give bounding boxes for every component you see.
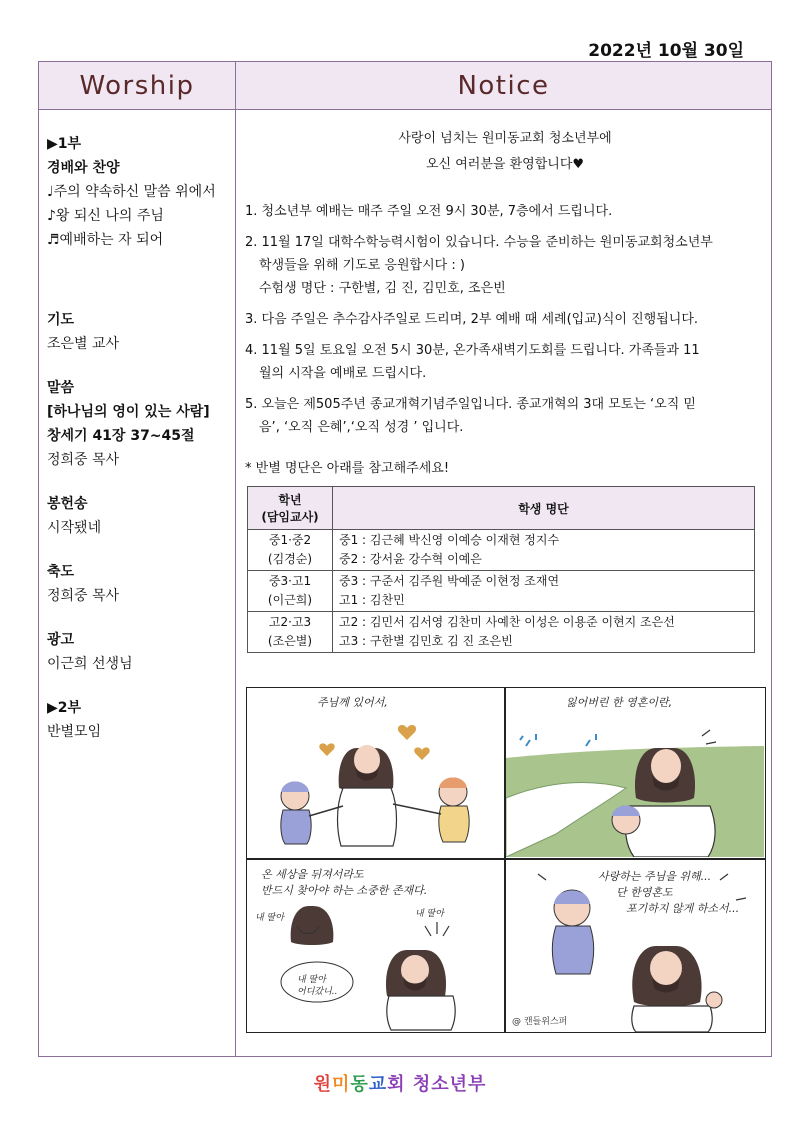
church-footer bbox=[0, 1070, 800, 1096]
notice-item-5 bbox=[245, 393, 765, 439]
class-roster-table bbox=[247, 486, 755, 653]
word-title: 말씀 bbox=[47, 380, 75, 396]
roster-grade-cell bbox=[248, 530, 333, 571]
notice-item-5-line-2: 음’, ‘오직 은혜’,‘오직 성경 ’ 입니다. bbox=[259, 420, 464, 435]
roster-note: * 반별 명단은 아래를 참고해주세요! bbox=[245, 461, 450, 476]
scripture: 창세기 41장 37~45절 bbox=[47, 428, 195, 444]
panel-3-bubble-left: 내 딸아 bbox=[255, 913, 284, 923]
prayer-leader: 조은별 교사 bbox=[47, 336, 120, 352]
part2-label: ▶2부 bbox=[47, 700, 82, 716]
panel-3-bubble-bottom-1: 내 딸아 bbox=[297, 975, 326, 985]
roster-header-grade bbox=[248, 487, 333, 530]
offering-song: 시작됐네 bbox=[47, 520, 102, 536]
song-1: ♩주의 약속하신 말씀 위에서 bbox=[47, 184, 216, 200]
roster-grade-cell bbox=[248, 571, 333, 612]
praise-title: 경배와 찬양 bbox=[47, 160, 120, 176]
panel-1-caption: 주님께 있어서, bbox=[317, 696, 388, 709]
notice-item-2-line-3: 수험생 명단 : 구한별, 김 진, 김민호, 조은빈 bbox=[259, 281, 506, 296]
roster-names-line-2: 고3 : 구한별 김민호 김 진 조은빈 bbox=[339, 634, 513, 648]
roster-names-cell bbox=[333, 530, 755, 571]
blessing-leader: 정희중 목사 bbox=[47, 588, 120, 604]
panel-3-caption-1: 온 세상을 뒤져서라도 bbox=[261, 868, 364, 881]
footer-suffix: 청소년부 bbox=[412, 1074, 487, 1095]
table-row bbox=[248, 530, 755, 571]
part1-label: ▶1부 bbox=[47, 136, 82, 152]
table-row bbox=[248, 571, 755, 612]
panel-3-caption-2: 반드시 찾아야 하는 소중한 존재다. bbox=[261, 884, 428, 897]
roster-header-row bbox=[248, 487, 755, 530]
ad-leader: 이근희 선생님 bbox=[47, 656, 133, 672]
notice-item-3-line: 3. 다음 주일은 추수감사주일로 드리며, 2부 예배 때 세례(입교)식이 진행됩니다. bbox=[245, 312, 699, 327]
roster-header-grade-line-2: (담임교사) bbox=[261, 510, 319, 524]
roster-teacher: (조은별) bbox=[267, 634, 313, 648]
roster-names-line-2: 고1 : 김찬민 bbox=[339, 593, 405, 607]
table-row bbox=[248, 612, 755, 653]
panel-2-illustration bbox=[506, 688, 764, 857]
panel-4-caption-1: 사랑하는 주님을 위해... bbox=[598, 870, 712, 883]
notice-item-2-line-1: 2. 11월 17일 대학수학능력시험이 있습니다. 수능을 준비하는 원미동교회청소년부 bbox=[245, 235, 713, 250]
notice-item-2 bbox=[245, 231, 765, 300]
roster-header-names: 학생 명단 bbox=[333, 487, 755, 530]
panel-3-bubble-bottom-2: 어디갔니.. bbox=[297, 987, 338, 997]
roster-names-line-1: 중1 : 김근혜 박신영 이예승 이재현 정지수 bbox=[339, 533, 560, 547]
blessing-title: 축도 bbox=[47, 564, 75, 580]
roster-names-line-1: 고2 : 김민서 김서영 김찬미 사예찬 이성은 이용준 이현지 조은선 bbox=[339, 615, 675, 629]
welcome-message bbox=[245, 126, 765, 178]
footer-char-1: 원 bbox=[313, 1074, 332, 1095]
ad-title: 광고 bbox=[47, 632, 75, 648]
song-3: ♬예배하는 자 되어 bbox=[47, 232, 164, 248]
prayer-title: 기도 bbox=[47, 312, 75, 328]
comic-strip bbox=[246, 687, 766, 1033]
notice-item-1 bbox=[245, 200, 765, 223]
offering-title: 봉헌송 bbox=[47, 496, 88, 512]
panel-3-bubble-right: 내 딸아 bbox=[415, 909, 444, 919]
footer-char-2: 미 bbox=[331, 1074, 351, 1095]
notice-item-2-line-2: 학생들을 위해 기도로 응원합시다 : ) bbox=[259, 258, 465, 273]
roster-grade: 고2·고3 bbox=[268, 615, 312, 629]
comic-panel-2 bbox=[506, 688, 764, 857]
roster-header-grade-line-1: 학년 bbox=[278, 493, 302, 507]
footer-char-5: 회 bbox=[387, 1074, 406, 1095]
preacher: 정희중 목사 bbox=[47, 452, 120, 468]
comic-panel-4 bbox=[506, 860, 764, 1032]
roster-grade-cell bbox=[248, 612, 333, 653]
notice-section bbox=[245, 122, 765, 653]
comic-credit: @ 캔들위스퍼 bbox=[512, 1017, 568, 1027]
panel-1-illustration bbox=[247, 688, 503, 857]
panel-4-caption-2: 단 한영혼도 bbox=[616, 886, 673, 899]
part2-desc: 반별모임 bbox=[47, 724, 102, 740]
bulletin-date: 2022년 10월 30일 bbox=[588, 41, 744, 61]
notice-header: Notice bbox=[236, 62, 771, 110]
notice-item-5-line-1: 5. 오늘은 제505주년 종교개혁기념주일입니다. 종교개혁의 3대 모토는 ‘오직 믿 bbox=[245, 397, 696, 412]
roster-names-cell bbox=[333, 571, 755, 612]
worship-header: Worship bbox=[39, 62, 236, 110]
roster-grade: 중3·고1 bbox=[268, 574, 312, 588]
song-2: ♪왕 되신 나의 주님 bbox=[47, 208, 164, 224]
footer-char-3: 동 bbox=[350, 1074, 369, 1095]
welcome-line-1: 사랑이 넘치는 원미동교회 청소년부에 bbox=[398, 131, 612, 146]
roster-grade: 중1·중2 bbox=[268, 533, 312, 547]
notice-item-4 bbox=[245, 339, 765, 385]
sermon-title: [하나님의 영이 있는 사람] bbox=[47, 404, 210, 420]
roster-names-line-1: 중3 : 구준서 김주원 박예준 이현정 조재연 bbox=[339, 574, 560, 588]
roster-teacher: (이근희) bbox=[267, 593, 313, 607]
panel-4-caption-3: 포기하지 않게 하소서... bbox=[626, 902, 740, 915]
comic-panel-1 bbox=[247, 688, 503, 857]
panel-2-caption: 잃어버린 한 영혼이란, bbox=[566, 696, 673, 709]
roster-names-cell bbox=[333, 612, 755, 653]
notice-item-1-line: 1. 청소년부 예배는 매주 주일 오전 9시 30분, 7층에서 드립니다. bbox=[245, 204, 613, 219]
roster-names-line-2: 중2 : 강서윤 강수혁 이예은 bbox=[339, 552, 482, 566]
comic-panel-3 bbox=[247, 860, 503, 1032]
notice-item-4-line-1: 4. 11월 5일 토요일 오전 5시 30분, 온가족새벽기도회를 드립니다. 가족들과 11 bbox=[245, 343, 700, 358]
roster-teacher: (김경순) bbox=[267, 552, 313, 566]
notice-item-3 bbox=[245, 308, 765, 331]
footer-char-4: 교 bbox=[368, 1074, 388, 1095]
worship-order bbox=[47, 132, 232, 744]
welcome-line-2: 오신 여러분을 환영합니다♥ bbox=[425, 157, 585, 172]
column-divider bbox=[235, 110, 236, 1056]
notice-item-4-line-2: 월의 시작을 예배로 드립시다. bbox=[259, 366, 427, 381]
